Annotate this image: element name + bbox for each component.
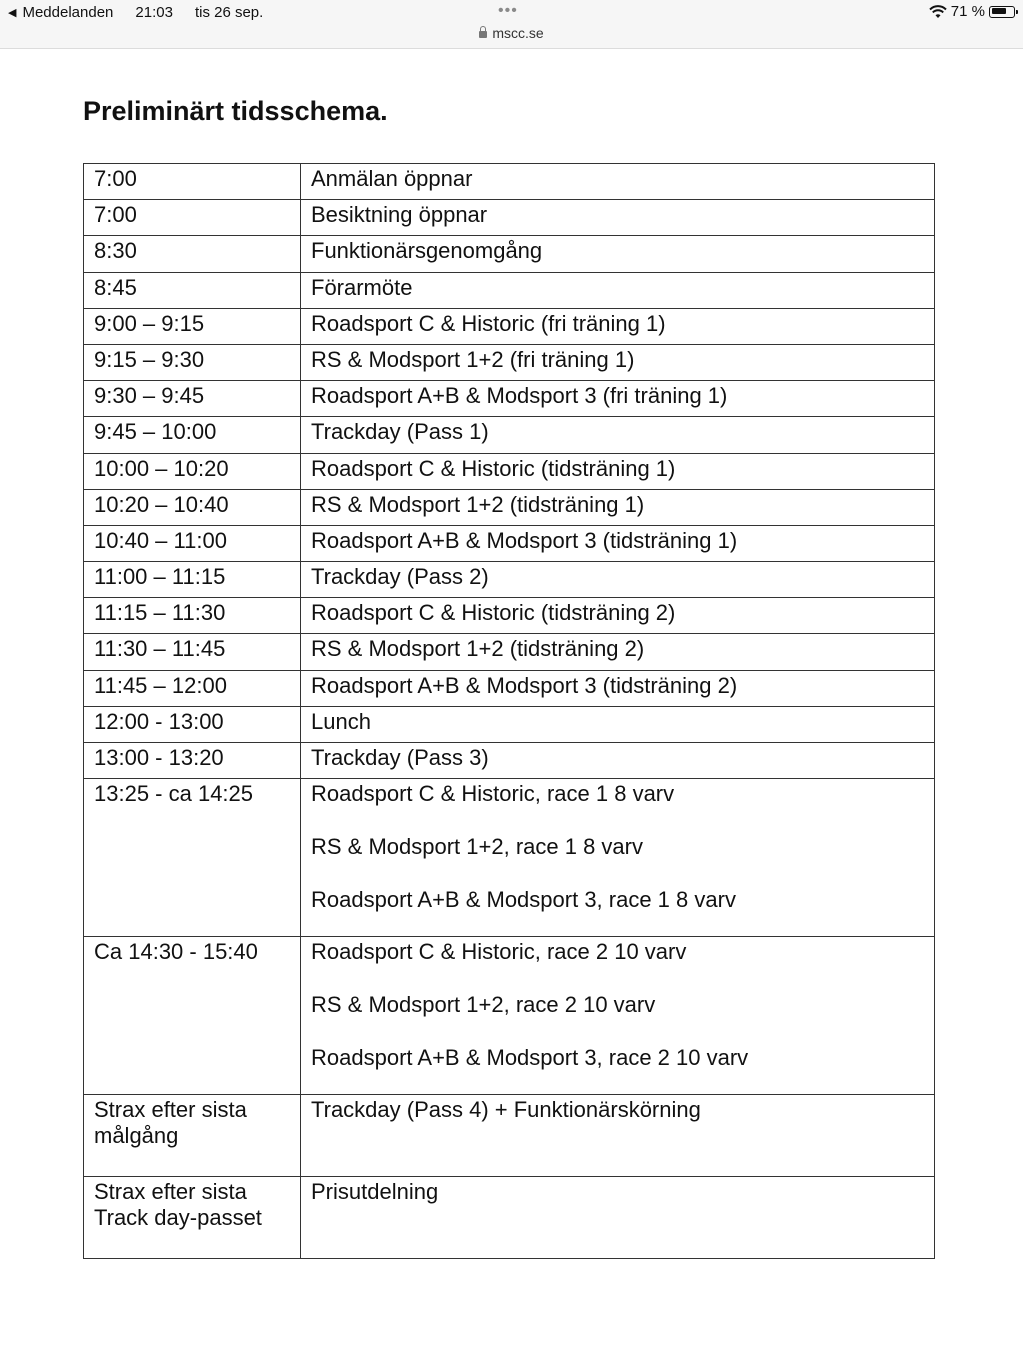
table-row <box>84 381 935 417</box>
table-row <box>84 779 935 937</box>
activity-text: Roadsport A+B & Modsport 3, race 1 8 varv <box>311 887 736 913</box>
activity-cell <box>301 381 935 417</box>
time-cell: 9:15 – 9:30 <box>84 344 301 380</box>
status-time: 21:03 <box>135 4 173 21</box>
activity-text: Roadsport C & Historic, race 2 10 varv <box>311 939 687 965</box>
multitask-dots-icon[interactable]: ••• <box>498 2 518 19</box>
activity-cell <box>301 634 935 670</box>
time-cell: 7:00 <box>84 164 301 200</box>
table-row <box>84 598 935 634</box>
activity-cell <box>301 1177 935 1259</box>
activity-text: Roadsport C & Historic, race 1 8 varv <box>311 781 675 807</box>
time-cell: 13:00 - 13:20 <box>84 743 301 779</box>
activity-text: Roadsport A+B & Modsport 3 (fri träning 1) <box>311 383 728 409</box>
time-cell: 13:25 - ca 14:25 <box>84 779 301 937</box>
activity-cell <box>301 344 935 380</box>
activity-cell <box>301 598 935 634</box>
lock-icon <box>479 31 487 38</box>
table-row <box>84 1095 935 1177</box>
activity-cell <box>301 417 935 453</box>
table-row <box>84 236 935 272</box>
activity-cell <box>301 1095 935 1177</box>
activity-text: Trackday (Pass 1) <box>311 419 489 445</box>
battery-icon <box>989 6 1015 18</box>
activity-cell <box>301 308 935 344</box>
status-bar <box>0 0 1023 49</box>
table-row <box>84 937 935 1095</box>
time-cell: 9:00 – 9:15 <box>84 308 301 344</box>
activity-text: Förarmöte <box>311 274 413 300</box>
table-row <box>84 525 935 561</box>
table-row <box>84 670 935 706</box>
activity-text: RS & Modsport 1+2, race 2 10 varv <box>311 992 656 1018</box>
table-row <box>84 562 935 598</box>
activity-cell <box>301 779 935 937</box>
activity-text: Roadsport A+B & Modsport 3 (tidsträning 2) <box>311 672 738 698</box>
activity-text: Besiktning öppnar <box>311 202 488 228</box>
activity-cell <box>301 236 935 272</box>
battery-fill <box>992 8 1006 14</box>
table-row <box>84 417 935 453</box>
activity-text: Roadsport C & Historic (tidsträning 2) <box>311 600 676 626</box>
time-cell: 8:30 <box>84 236 301 272</box>
time-cell: Ca 14:30 - 15:40 <box>84 937 301 1095</box>
activity-text: RS & Modsport 1+2 (fri träning 1) <box>311 346 635 372</box>
activity-text: Funktionärsgenomgång <box>311 238 543 264</box>
activity-cell <box>301 164 935 200</box>
activity-text: Trackday (Pass 4) + Funktionärskörning <box>311 1097 701 1123</box>
page-title: Preliminärt tidsschema. <box>83 96 388 126</box>
time-cell: 8:45 <box>84 272 301 308</box>
activity-text: Anmälan öppnar <box>311 166 473 191</box>
table-row <box>84 272 935 308</box>
table-row <box>84 200 935 236</box>
table-row <box>84 344 935 380</box>
activity-cell <box>301 272 935 308</box>
table-row <box>84 308 935 344</box>
back-app-link[interactable]: Meddelanden <box>22 4 114 21</box>
activity-text: RS & Modsport 1+2 (tidsträning 1) <box>311 491 645 517</box>
activity-text: RS & Modsport 1+2 (tidsträning 2) <box>311 636 645 662</box>
activity-text: Trackday (Pass 3) <box>311 745 489 770</box>
activity-cell <box>301 937 935 1095</box>
status-left <box>8 4 263 21</box>
activity-cell <box>301 489 935 525</box>
activity-text: Lunch <box>311 708 371 734</box>
time-cell: 11:00 – 11:15 <box>84 562 301 598</box>
activity-cell <box>301 453 935 489</box>
table-row <box>84 164 935 200</box>
activity-text: Prisutdelning <box>311 1179 439 1205</box>
status-right <box>929 3 1015 20</box>
activity-cell <box>301 525 935 561</box>
time-cell: 9:45 – 10:00 <box>84 417 301 453</box>
activity-cell <box>301 706 935 742</box>
status-date: tis 26 sep. <box>194 4 264 21</box>
time-cell: 10:40 – 11:00 <box>84 525 301 561</box>
time-cell: 11:30 – 11:45 <box>84 634 301 670</box>
table-row <box>84 706 935 742</box>
time-cell: 10:20 – 10:40 <box>84 489 301 525</box>
activity-text: Roadsport A+B & Modsport 3 (tidsträning 1) <box>311 527 738 553</box>
address-bar[interactable] <box>0 25 1023 41</box>
activity-text: Trackday (Pass 2) <box>311 564 489 590</box>
activity-cell <box>301 200 935 236</box>
time-cell: 7:00 <box>84 200 301 236</box>
time-cell: 11:15 – 11:30 <box>84 598 301 634</box>
schedule-table <box>83 163 935 1259</box>
time-cell: 9:30 – 9:45 <box>84 381 301 417</box>
activity-text: Roadsport C & Historic (fri träning 1) <box>311 310 666 336</box>
url-text: mscc.se <box>492 25 544 41</box>
table-row <box>84 1177 935 1259</box>
wifi-icon <box>929 5 947 19</box>
activity-cell <box>301 562 935 598</box>
activity-cell <box>301 743 935 779</box>
activity-text: RS & Modsport 1+2, race 1 8 varv <box>311 834 643 860</box>
time-cell: 11:45 – 12:00 <box>84 670 301 706</box>
activity-cell <box>301 670 935 706</box>
battery-percent: 71 % <box>950 3 985 20</box>
table-row <box>84 634 935 670</box>
time-cell: Strax efter sista Track day-passet <box>84 1177 301 1259</box>
activity-text: Roadsport C & Historic (tidsträning 1) <box>311 455 676 481</box>
time-cell: Strax efter sista målgång <box>84 1095 301 1177</box>
table-row <box>84 453 935 489</box>
table-row <box>84 489 935 525</box>
activity-text: Roadsport A+B & Modsport 3, race 2 10 varv <box>311 1045 749 1071</box>
time-cell: 12:00 - 13:00 <box>84 706 301 742</box>
back-arrow-icon[interactable]: ◀ <box>8 7 17 19</box>
time-cell: 10:00 – 10:20 <box>84 453 301 489</box>
table-row <box>84 743 935 779</box>
